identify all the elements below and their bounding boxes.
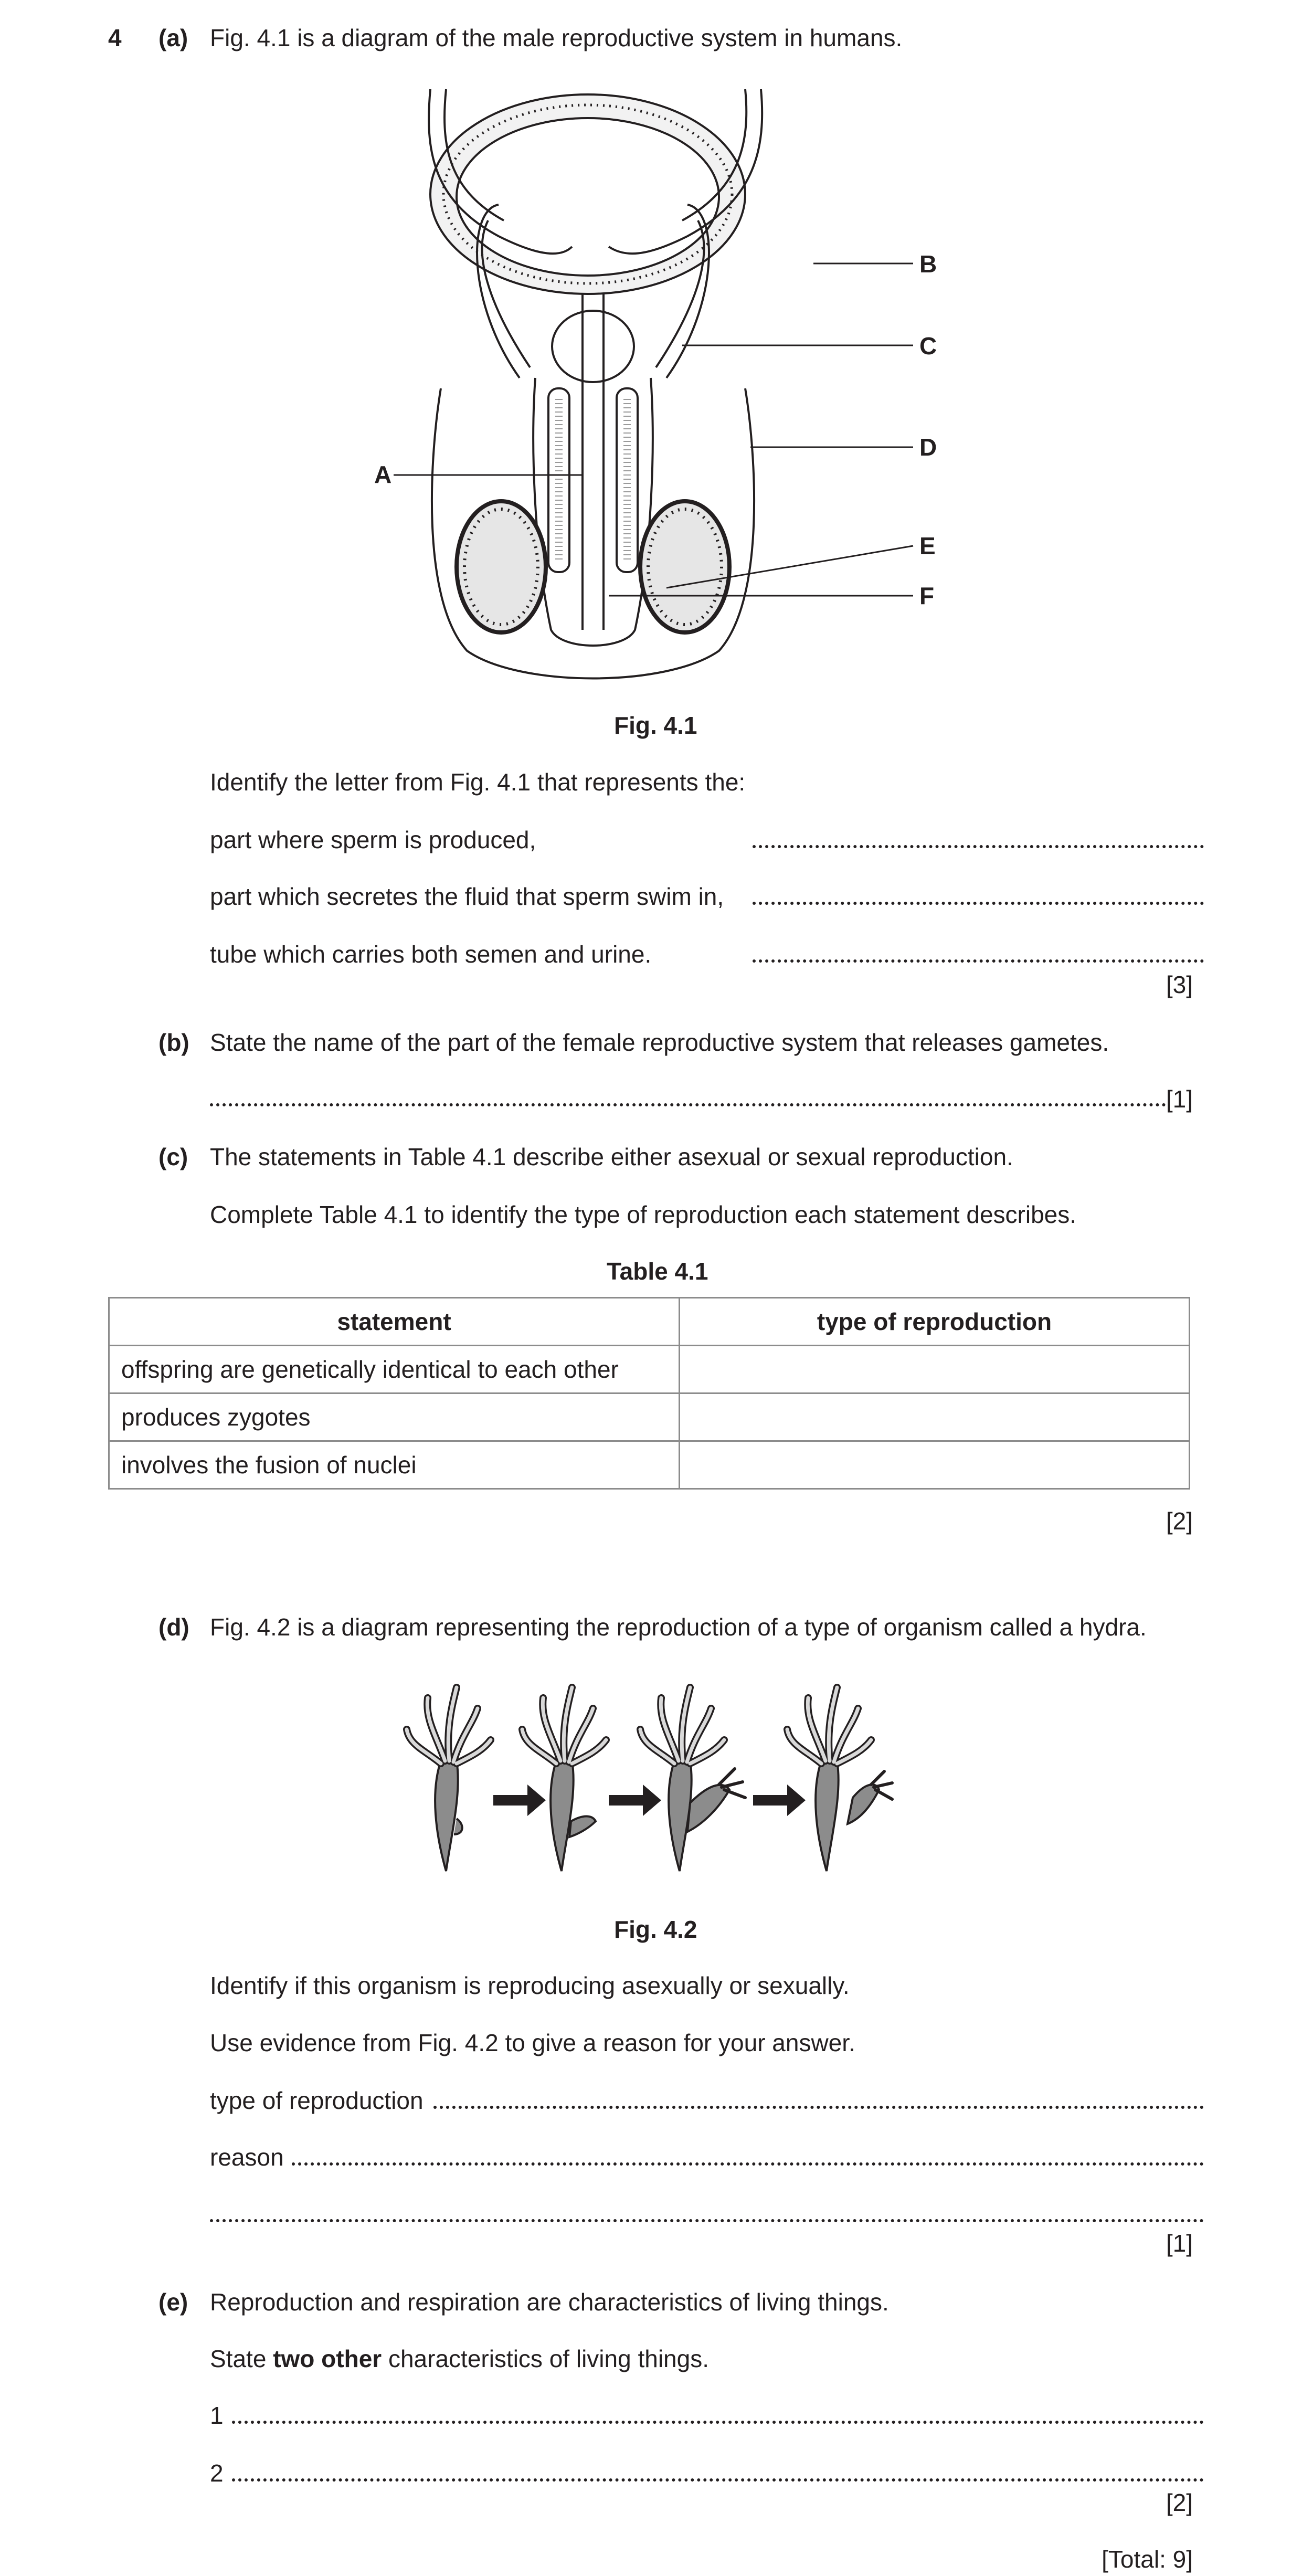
part-d-label: (d) <box>158 1613 189 1641</box>
figure-label-e: E <box>919 532 936 559</box>
answer-reason-label: reason <box>210 2144 284 2171</box>
figure-label-c: C <box>919 332 937 360</box>
answer-line-reason-1[interactable] <box>292 2162 1204 2166</box>
table-row <box>109 1346 1190 1393</box>
figure-label-d: D <box>919 434 937 461</box>
figure-4-1-caption: Fig. 4.1 <box>614 712 697 739</box>
part-c-marks: [2] <box>1166 1507 1193 1535</box>
answer-line-a2[interactable] <box>753 902 1204 905</box>
figure-label-a: A <box>374 461 392 488</box>
table-cell-answer[interactable] <box>680 1346 1190 1393</box>
figure-label-b: B <box>919 250 937 278</box>
answer-line-b[interactable] <box>210 1103 1166 1106</box>
answer-line-e2[interactable] <box>232 2478 1204 2482</box>
table-header-type: type of reproduction <box>680 1298 1190 1346</box>
part-e-statement: Reproduction and respiration are characteristics of living things. <box>210 2288 889 2316</box>
answer-line-type[interactable] <box>433 2106 1204 2109</box>
part-d-instruction-2: Use evidence from Fig. 4.2 to give a reason for your answer. <box>210 2029 855 2056</box>
part-a-item-3: tube which carries both semen and urine. <box>210 941 652 968</box>
table-cell-answer[interactable] <box>680 1441 1190 1489</box>
answer-type-label: type of reproduction <box>210 2087 424 2114</box>
part-e-label: (e) <box>158 2288 188 2316</box>
part-e-instruction-bold: two other <box>273 2345 382 2372</box>
answer-line-a3[interactable] <box>753 959 1204 963</box>
table-cell-statement: involves the fusion of nuclei <box>109 1441 680 1489</box>
part-a-label: (a) <box>158 24 188 51</box>
table-header-statement: statement <box>109 1298 680 1346</box>
part-d-instruction-1: Identify if this organism is reproducing asexually or sexually. <box>210 1972 850 1999</box>
part-e-marks: [2] <box>1166 2489 1193 2516</box>
question-total: [Total: 9] <box>1102 2546 1193 2573</box>
answer-line-e1[interactable] <box>232 2421 1204 2424</box>
part-e-instruction <box>210 2344 709 2373</box>
part-b-question: State the name of the part of the female reproductive system that releases gametes. <box>210 1029 1109 1056</box>
answer-number-2: 2 <box>210 2459 224 2487</box>
part-a-intro: Fig. 4.1 is a diagram of the male reproductive system in humans. <box>210 24 903 51</box>
part-e-instruction-post: characteristics of living things. <box>382 2345 709 2372</box>
answer-line-a1[interactable] <box>753 845 1204 848</box>
part-a-marks: [3] <box>1166 971 1193 998</box>
part-c-statement-2: Complete Table 4.1 to identify the type of reproduction each statement describes. <box>210 1201 1077 1228</box>
table-cell-statement: offspring are genetically identical to each other <box>109 1346 680 1393</box>
table-row <box>109 1393 1190 1441</box>
part-b-label: (b) <box>158 1029 189 1056</box>
question-number: 4 <box>108 24 122 51</box>
table-header-row <box>109 1298 1190 1346</box>
figure-4-2-caption: Fig. 4.2 <box>614 1916 697 1943</box>
table-4-1-title: Table 4.1 <box>607 1258 708 1285</box>
answer-line-reason-2[interactable] <box>210 2219 1204 2222</box>
table-row <box>109 1441 1190 1489</box>
part-c-label: (c) <box>158 1143 188 1170</box>
male-reproductive-system-diagram <box>362 84 955 677</box>
hydra-reproduction-diagram <box>404 1677 908 1887</box>
table-cell-statement: produces zygotes <box>109 1393 680 1441</box>
part-c-statement-1: The statements in Table 4.1 describe either asexual or sexual reproduction. <box>210 1143 1013 1170</box>
part-a-item-2: part which secretes the fluid that sperm swim in, <box>210 883 724 910</box>
part-d-intro: Fig. 4.2 is a diagram representing the reproduction of a type of organism called a hydra. <box>210 1613 1147 1641</box>
table-cell-answer[interactable] <box>680 1393 1190 1441</box>
part-a-item-1: part where sperm is produced, <box>210 826 536 853</box>
part-e-instruction-pre: State <box>210 2345 273 2372</box>
part-b-marks: [1] <box>1166 1085 1193 1113</box>
figure-label-f: F <box>919 582 935 609</box>
part-d-marks: [1] <box>1166 2230 1193 2257</box>
table-4-1 <box>108 1297 1190 1490</box>
part-a-instruction: Identify the letter from Fig. 4.1 that represents the: <box>210 768 746 796</box>
answer-number-1: 1 <box>210 2402 224 2429</box>
